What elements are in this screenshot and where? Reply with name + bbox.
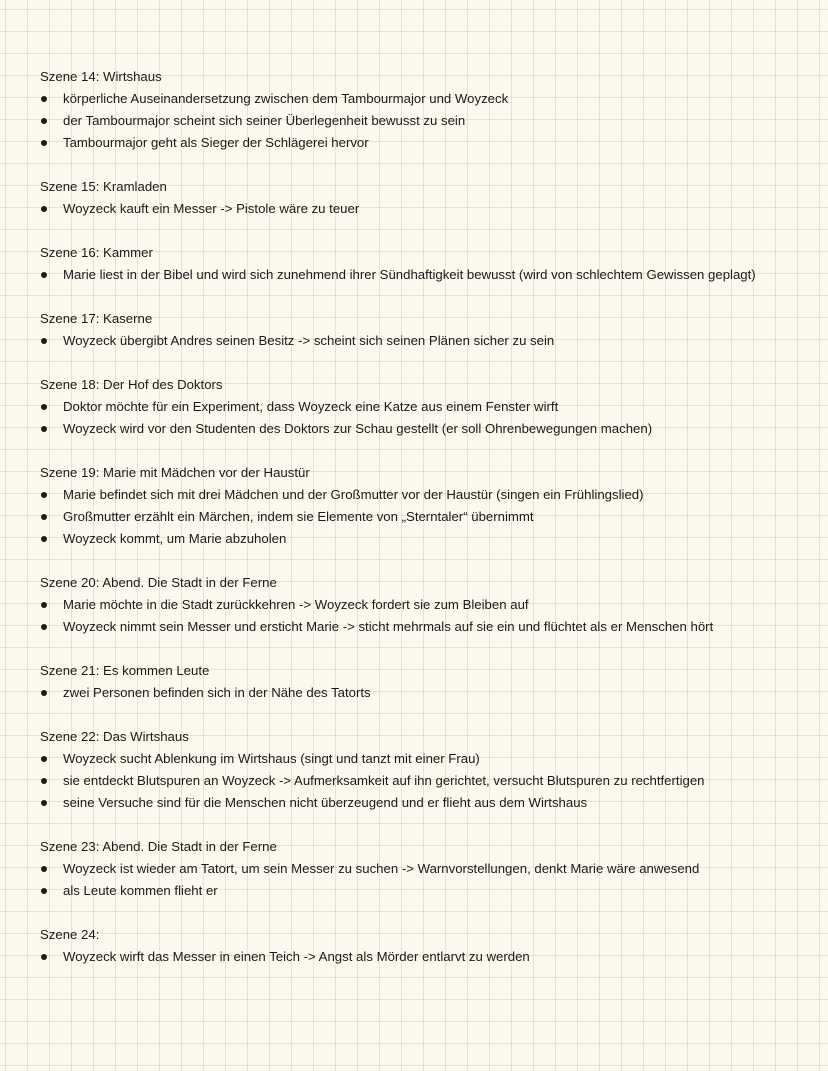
scene-20 [40,572,820,638]
scene-title: Szene 16: Kammer [40,245,153,260]
scene-22 [40,726,820,814]
scene-title: Szene 18: Der Hof des Doktors [40,377,223,392]
scene-17 [40,308,820,352]
scene-19 [40,462,820,550]
bullet-list [40,858,820,902]
bullet-text: Woyzeck ist wieder am Tatort, um sein Messer zu suchen -> Warnvorstellungen, denkt Marie wäre anwesend [63,861,700,876]
bullet-text: Woyzeck sucht Ablenkung im Wirtshaus (singt und tanzt mit einer Frau) [63,751,480,766]
scene-title: Szene 23: Abend. Die Stadt in der Ferne [40,839,277,854]
bullet-text: der Tambourmajor scheint sich seiner Überlegenheit bewusst zu sein [63,113,466,128]
bullet-item [40,330,820,352]
bullet-list [40,484,820,550]
bullet-item [40,110,820,132]
bullet-item [40,682,820,704]
bullet-dot-icon [41,690,47,696]
bullet-dot-icon [41,756,47,762]
bullet-dot-icon [41,954,47,960]
bullet-text: Woyzeck nimmt sein Messer und ersticht Marie -> sticht mehrmals auf sie ein und flüchtet als er Menschen hört [63,619,714,634]
bullet-item [40,132,820,154]
bullet-text: körperliche Auseinandersetzung zwischen dem Tambourmajor und Woyzeck [63,91,509,106]
bullet-dot-icon [41,778,47,784]
bullet-text: als Leute kommen flieht er [63,883,218,898]
scene-title: Szene 24: [40,927,100,942]
bullet-text: sie entdeckt Blutspuren an Woyzeck -> Aufmerksamkeit auf ihn gerichtet, versucht Blutspuren zu rechtfertigen [63,773,705,788]
bullet-item [40,396,820,418]
bullet-item [40,264,820,286]
scene-16 [40,242,820,286]
bullet-list [40,264,820,286]
scene-title: Szene 21: Es kommen Leute [40,663,210,678]
bullet-item [40,748,820,770]
bullet-text: Marie befindet sich mit drei Mädchen und der Großmutter vor der Haustür (singen ein Frühlingslied) [63,487,644,502]
bullet-dot-icon [41,206,47,212]
bullet-dot-icon [41,800,47,806]
bullet-text: Woyzeck wirft das Messer in einen Teich -> Angst als Mörder entlarvt zu werden [63,949,530,964]
scene-24 [40,924,820,968]
scene-23 [40,836,820,902]
bullet-item [40,770,820,792]
bullet-dot-icon [41,404,47,410]
scene-title: Szene 14: Wirtshaus [40,69,162,84]
bullet-item [40,528,820,550]
bullet-item [40,880,820,902]
bullet-dot-icon [41,602,47,608]
notes-page [40,66,820,990]
bullet-item [40,946,820,968]
bullet-text: Woyzeck kauft ein Messer -> Pistole wäre zu teuer [63,201,360,216]
bullet-item [40,484,820,506]
bullet-dot-icon [41,866,47,872]
scene-title: Szene 17: Kaserne [40,311,153,326]
scene-14 [40,66,820,154]
bullet-dot-icon [41,96,47,102]
bullet-text: Woyzeck wird vor den Studenten des Doktors zur Schau gestellt (er soll Ohrenbewegungen machen) [63,421,653,436]
bullet-text: Doktor möchte für ein Experiment, dass Woyzeck eine Katze aus einem Fenster wirft [63,399,559,414]
bullet-dot-icon [41,536,47,542]
bullet-dot-icon [41,624,47,630]
scene-21 [40,660,820,704]
bullet-list [40,396,820,440]
bullet-item [40,594,820,616]
bullet-list [40,594,820,638]
bullet-text: seine Versuche sind für die Menschen nicht überzeugend und er flieht aus dem Wirtshaus [63,795,588,810]
bullet-list [40,198,820,220]
bullet-dot-icon [41,272,47,278]
bullet-dot-icon [41,888,47,894]
bullet-list [40,682,820,704]
bullet-dot-icon [41,514,47,520]
bullet-dot-icon [41,492,47,498]
bullet-dot-icon [41,426,47,432]
bullet-dot-icon [41,338,47,344]
bullet-dot-icon [41,118,47,124]
scene-title: Szene 22: Das Wirtshaus [40,729,189,744]
bullet-dot-icon [41,140,47,146]
bullet-text: Woyzeck kommt, um Marie abzuholen [63,531,287,546]
bullet-text: Großmutter erzählt ein Märchen, indem sie Elemente von „Sterntaler“ übernimmt [63,509,534,524]
scene-title: Szene 19: Marie mit Mädchen vor der Haustür [40,465,310,480]
bullet-text: Marie liest in der Bibel und wird sich zunehmend ihrer Sündhaftigkeit bewusst (wird von schlechtem Gewissen geplagt) [63,267,756,282]
bullet-item [40,506,820,528]
scene-title: Szene 20: Abend. Die Stadt in der Ferne [40,575,277,590]
bullet-item [40,418,820,440]
bullet-list [40,330,820,352]
scene-15 [40,176,820,220]
bullet-list [40,88,820,154]
bullet-item [40,616,820,638]
scene-title: Szene 15: Kramladen [40,179,167,194]
bullet-text: Tambourmajor geht als Sieger der Schlägerei hervor [63,135,369,150]
bullet-item [40,792,820,814]
bullet-list [40,748,820,814]
bullet-text: Woyzeck übergibt Andres seinen Besitz -> scheint sich seinen Plänen sicher zu sein [63,333,555,348]
bullet-item [40,198,820,220]
bullet-text: Marie möchte in die Stadt zurückkehren -> Woyzeck fordert sie zum Bleiben auf [63,597,529,612]
bullet-item [40,88,820,110]
bullet-item [40,858,820,880]
bullet-text: zwei Personen befinden sich in der Nähe des Tatorts [63,685,371,700]
scene-18 [40,374,820,440]
bullet-list [40,946,820,968]
